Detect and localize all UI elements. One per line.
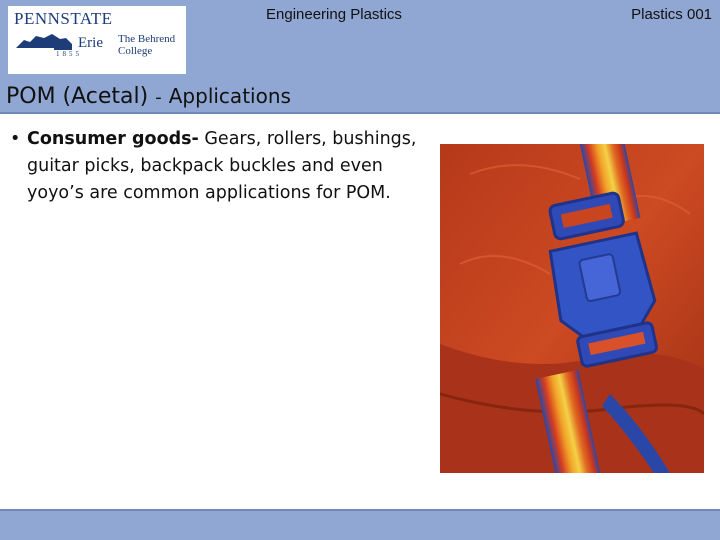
logo-campus: Erie — [78, 35, 103, 51]
footer-band — [0, 511, 720, 540]
bullet-bold-lead: Consumer goods- — [27, 129, 199, 149]
bullet-item — [10, 126, 440, 207]
course-code: Plastics 001 — [631, 6, 712, 23]
buckle-illustration — [440, 144, 704, 473]
header-divider — [0, 112, 720, 114]
slide-title-separator: - — [155, 87, 162, 108]
backpack-buckle-photo — [440, 144, 704, 473]
logo-year: 1855 — [56, 50, 82, 58]
slide-title-main: POM (Acetal) — [6, 84, 149, 109]
slide-title — [6, 84, 291, 109]
penn-state-behrend-logo — [8, 6, 186, 74]
logo-college-line1: The Behrend — [118, 33, 176, 45]
bullet-text — [10, 126, 440, 207]
slide-title-suffix: Applications — [168, 84, 291, 108]
bullet-list — [10, 126, 440, 207]
logo-college — [118, 33, 184, 57]
logo-college-line2: College — [118, 45, 153, 57]
nittany-lion-icon — [14, 30, 74, 52]
bullet-body: Gears, rollers, bushings, guitar picks, backpack buckles and even yoyo’s are common applications for POM. — [27, 129, 417, 203]
bullet-dot-icon: • — [10, 129, 21, 149]
logo-university: PENNSTATE — [14, 9, 113, 28]
course-title: Engineering Plastics — [266, 6, 402, 23]
